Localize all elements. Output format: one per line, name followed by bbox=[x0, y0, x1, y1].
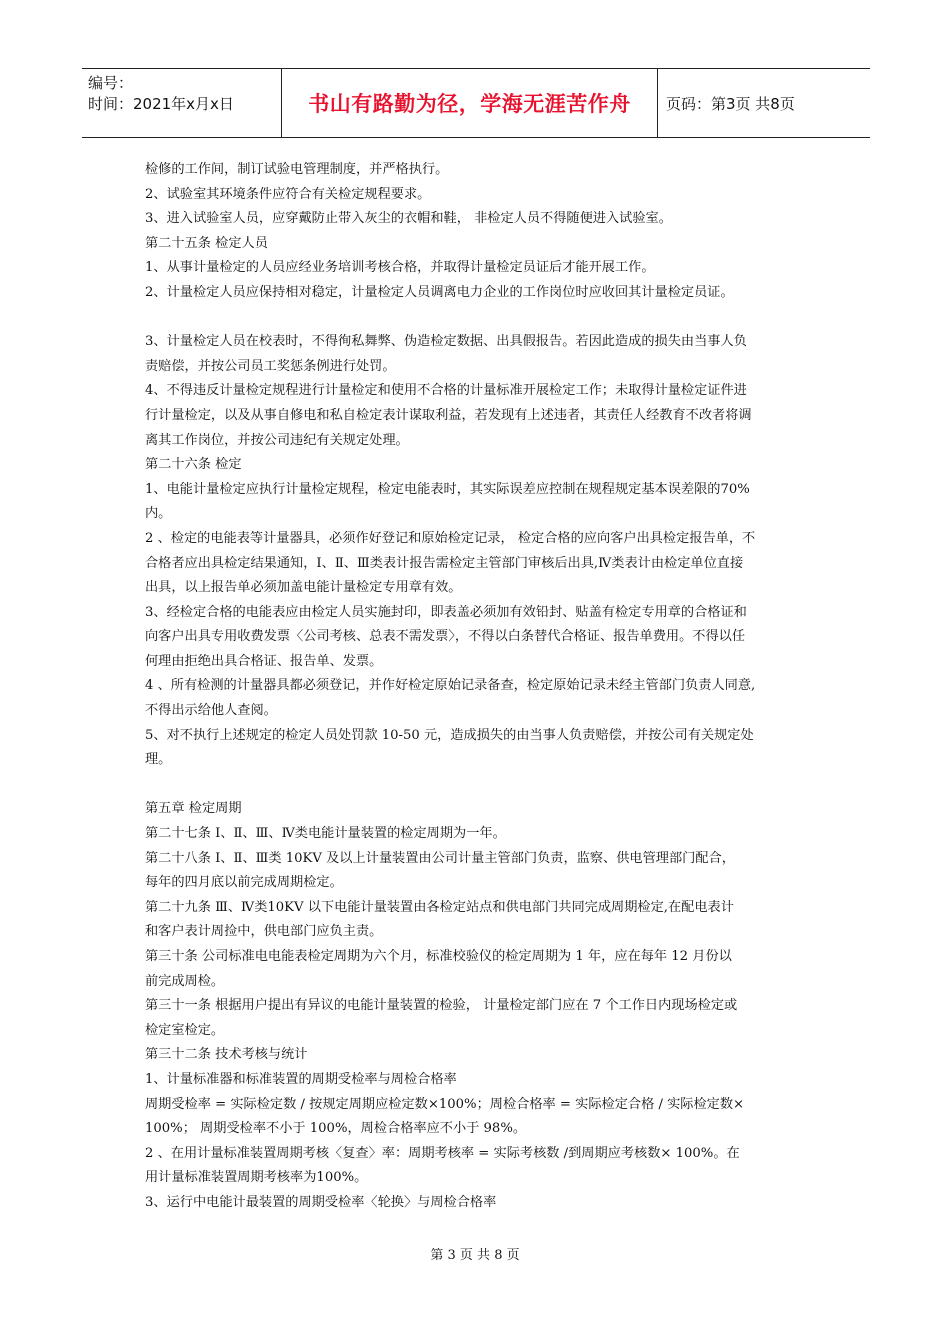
text-line: 行计量检定，以及从事自修电和私自检定表计谋取利益，若发现有上述违者，其责任人经教育不改者将调 bbox=[145, 407, 752, 423]
header-page-cell bbox=[658, 69, 870, 137]
text-line: 100%； 周期受检率不小于 100%，周检合格率应不小于 98%。 bbox=[145, 1121, 527, 1137]
text-line: 4 、所有检测的计量器具都必须登记，并作好检定原始记录备查，检定原始记录未经主管部门负责人同意, bbox=[145, 678, 756, 694]
text-line: 合格者应出具检定结果通知，Ⅰ、Ⅱ、Ⅲ类表计报告需检定主管部门审核后出具,Ⅳ类表计由检定单位直接 bbox=[145, 555, 744, 571]
text-line: 3、进入试验室人员，应穿戴防止带入灰尘的衣帽和鞋， 非检定人员不得随便进入试验室。 bbox=[145, 211, 672, 227]
time-label: 时间：2021年x月x日 bbox=[88, 95, 234, 113]
text-line: 检定室检定。 bbox=[145, 1022, 225, 1038]
document-body bbox=[145, 158, 813, 1216]
text-line: 4、不得违反计量检定规程进行计量检定和使用不合格的计量标准开展检定工作；未取得计量检定证件进 bbox=[145, 383, 747, 399]
text-line: 1、从事计量检定的人员应经业务培训考核合格，并取得计量检定员证后才能开展工作。 bbox=[145, 260, 655, 276]
text-line: 2、计量检定人员应保持相对稳定，计量检定人员调离电力企业的工作岗位时应收回其计量检定员证。 bbox=[145, 284, 734, 300]
text-line: 离其工作岗位，并按公司违纪有关规定处理。 bbox=[145, 432, 409, 448]
text-line: 第三十二条 技术考核与统计 bbox=[145, 1047, 308, 1063]
motto: 书山有路勤为径，学海无涯苦作舟 bbox=[308, 92, 631, 116]
page-header bbox=[82, 68, 870, 138]
text-line: 第二十九条 Ⅲ、Ⅳ类10KV 以下电能计量装置由各检定站点和供电部门共同完成周期检定,在配电表计 bbox=[145, 899, 734, 915]
text-line: 每年的四月底以前完成周期检定。 bbox=[145, 875, 343, 891]
text-line: 3、经检定合格的电能表应由检定人员实施封印，即表盖必须加有效铅封、贴盖有检定专用章的合格证和 bbox=[145, 604, 747, 620]
text-line: 第五章 检定周期 bbox=[145, 801, 242, 817]
blank-line bbox=[145, 773, 813, 798]
text-line: 周期受检率 = 实际检定数 / 按规定周期应检定数×100%；周检合格率 = 实际检定合格 / 实际检定数× bbox=[145, 1096, 745, 1112]
page-footer: 第 3 页 共 8 页 bbox=[430, 1248, 520, 1263]
text-line: 检修的工作间，制订试验电管理制度，并严格执行。 bbox=[145, 162, 449, 177]
header-meta bbox=[82, 69, 282, 137]
text-line: 3、计量检定人员在校表时，不得徇私舞弊、伪造检定数据、出具假报告。若因此造成的损失由当事人负 bbox=[145, 334, 747, 350]
text-line: 2、试验室其环境条件应符合有关检定规程要求。 bbox=[145, 186, 431, 202]
header-motto-cell bbox=[282, 69, 658, 137]
text-line: 不得出示给他人查阅。 bbox=[145, 703, 277, 719]
text-line: 1、电能计量检定应执行计量检定规程，检定电能表时，其实际误差应控制在规程规定基本误差限的70% bbox=[145, 481, 750, 497]
text-line: 第二十五条 检定人员 bbox=[145, 235, 268, 251]
text-line: 第二十七条 Ⅰ、Ⅱ、Ⅲ、Ⅳ类电能计量装置的检定周期为一年。 bbox=[145, 826, 506, 842]
text-line: 责赔偿，并按公司员工奖惩条例进行处罚。 bbox=[145, 358, 396, 374]
text-line: 内。 bbox=[145, 506, 172, 522]
text-line: 第二十六条 检定 bbox=[145, 457, 242, 473]
text-line: 用计量标准装置周期考核率为100%。 bbox=[145, 1170, 368, 1186]
text-line: 第二十八条 Ⅰ、Ⅱ、Ⅲ类 10KV 及以上计量装置由公司计量主管部门负责，监察、供电管理部门配合， bbox=[145, 850, 735, 866]
text-line: 理。 bbox=[145, 752, 172, 768]
text-line: 2 、在用计量标准装置周期考核〈复查〉率：周期考核率 = 实际考核数 /到周期应考核数× 100%。在 bbox=[145, 1145, 740, 1161]
text-line: 何理由拒绝出具合格证、报告单、发票。 bbox=[145, 653, 383, 669]
text-line: 3、运行中电能计最装置的周期受检率〈轮换〉与周检合格率 bbox=[145, 1194, 497, 1210]
text-line: 前完成周检。 bbox=[145, 973, 225, 989]
text-line: 1、计量标准器和标准装置的周期受检率与周检合格率 bbox=[145, 1071, 457, 1087]
text-line: 第三十条 公司标准电电能表检定周期为六个月，标准校验仪的检定周期为 1 年，应在每年 12 月份以 bbox=[145, 949, 732, 964]
text-line: 向客户出具专用收费发票〈公司考核、总表不需发票〉，不得以白条替代合格证、报告单费用。不得以任 bbox=[145, 629, 746, 645]
blank-line bbox=[145, 306, 813, 331]
text-line: 和客户表计周捡中，供电部门应负主责。 bbox=[145, 924, 383, 940]
text-line: 第三十一条 根据用户提出有异议的电能计量装置的检验， 计量检定部门应在 7 个工作日内现场检定或 bbox=[145, 998, 738, 1014]
page-indicator: 页码：第3页 共8页 bbox=[666, 94, 795, 113]
text-line: 2 、检定的电能表等计量器具，必须作好登记和原始检定记录， 检定合格的应向客户出具检定报告单，不 bbox=[145, 530, 756, 546]
text-line: 5、对不执行上述规定的检定人员处罚款 10-50 元，造成损失的由当事人负责赔偿，并按公司有关规定处 bbox=[145, 727, 754, 743]
text-line: 出具，以上报告单必须加盖电能计量检定专用章有效。 bbox=[145, 580, 462, 596]
number-label: 编号： bbox=[88, 74, 134, 92]
